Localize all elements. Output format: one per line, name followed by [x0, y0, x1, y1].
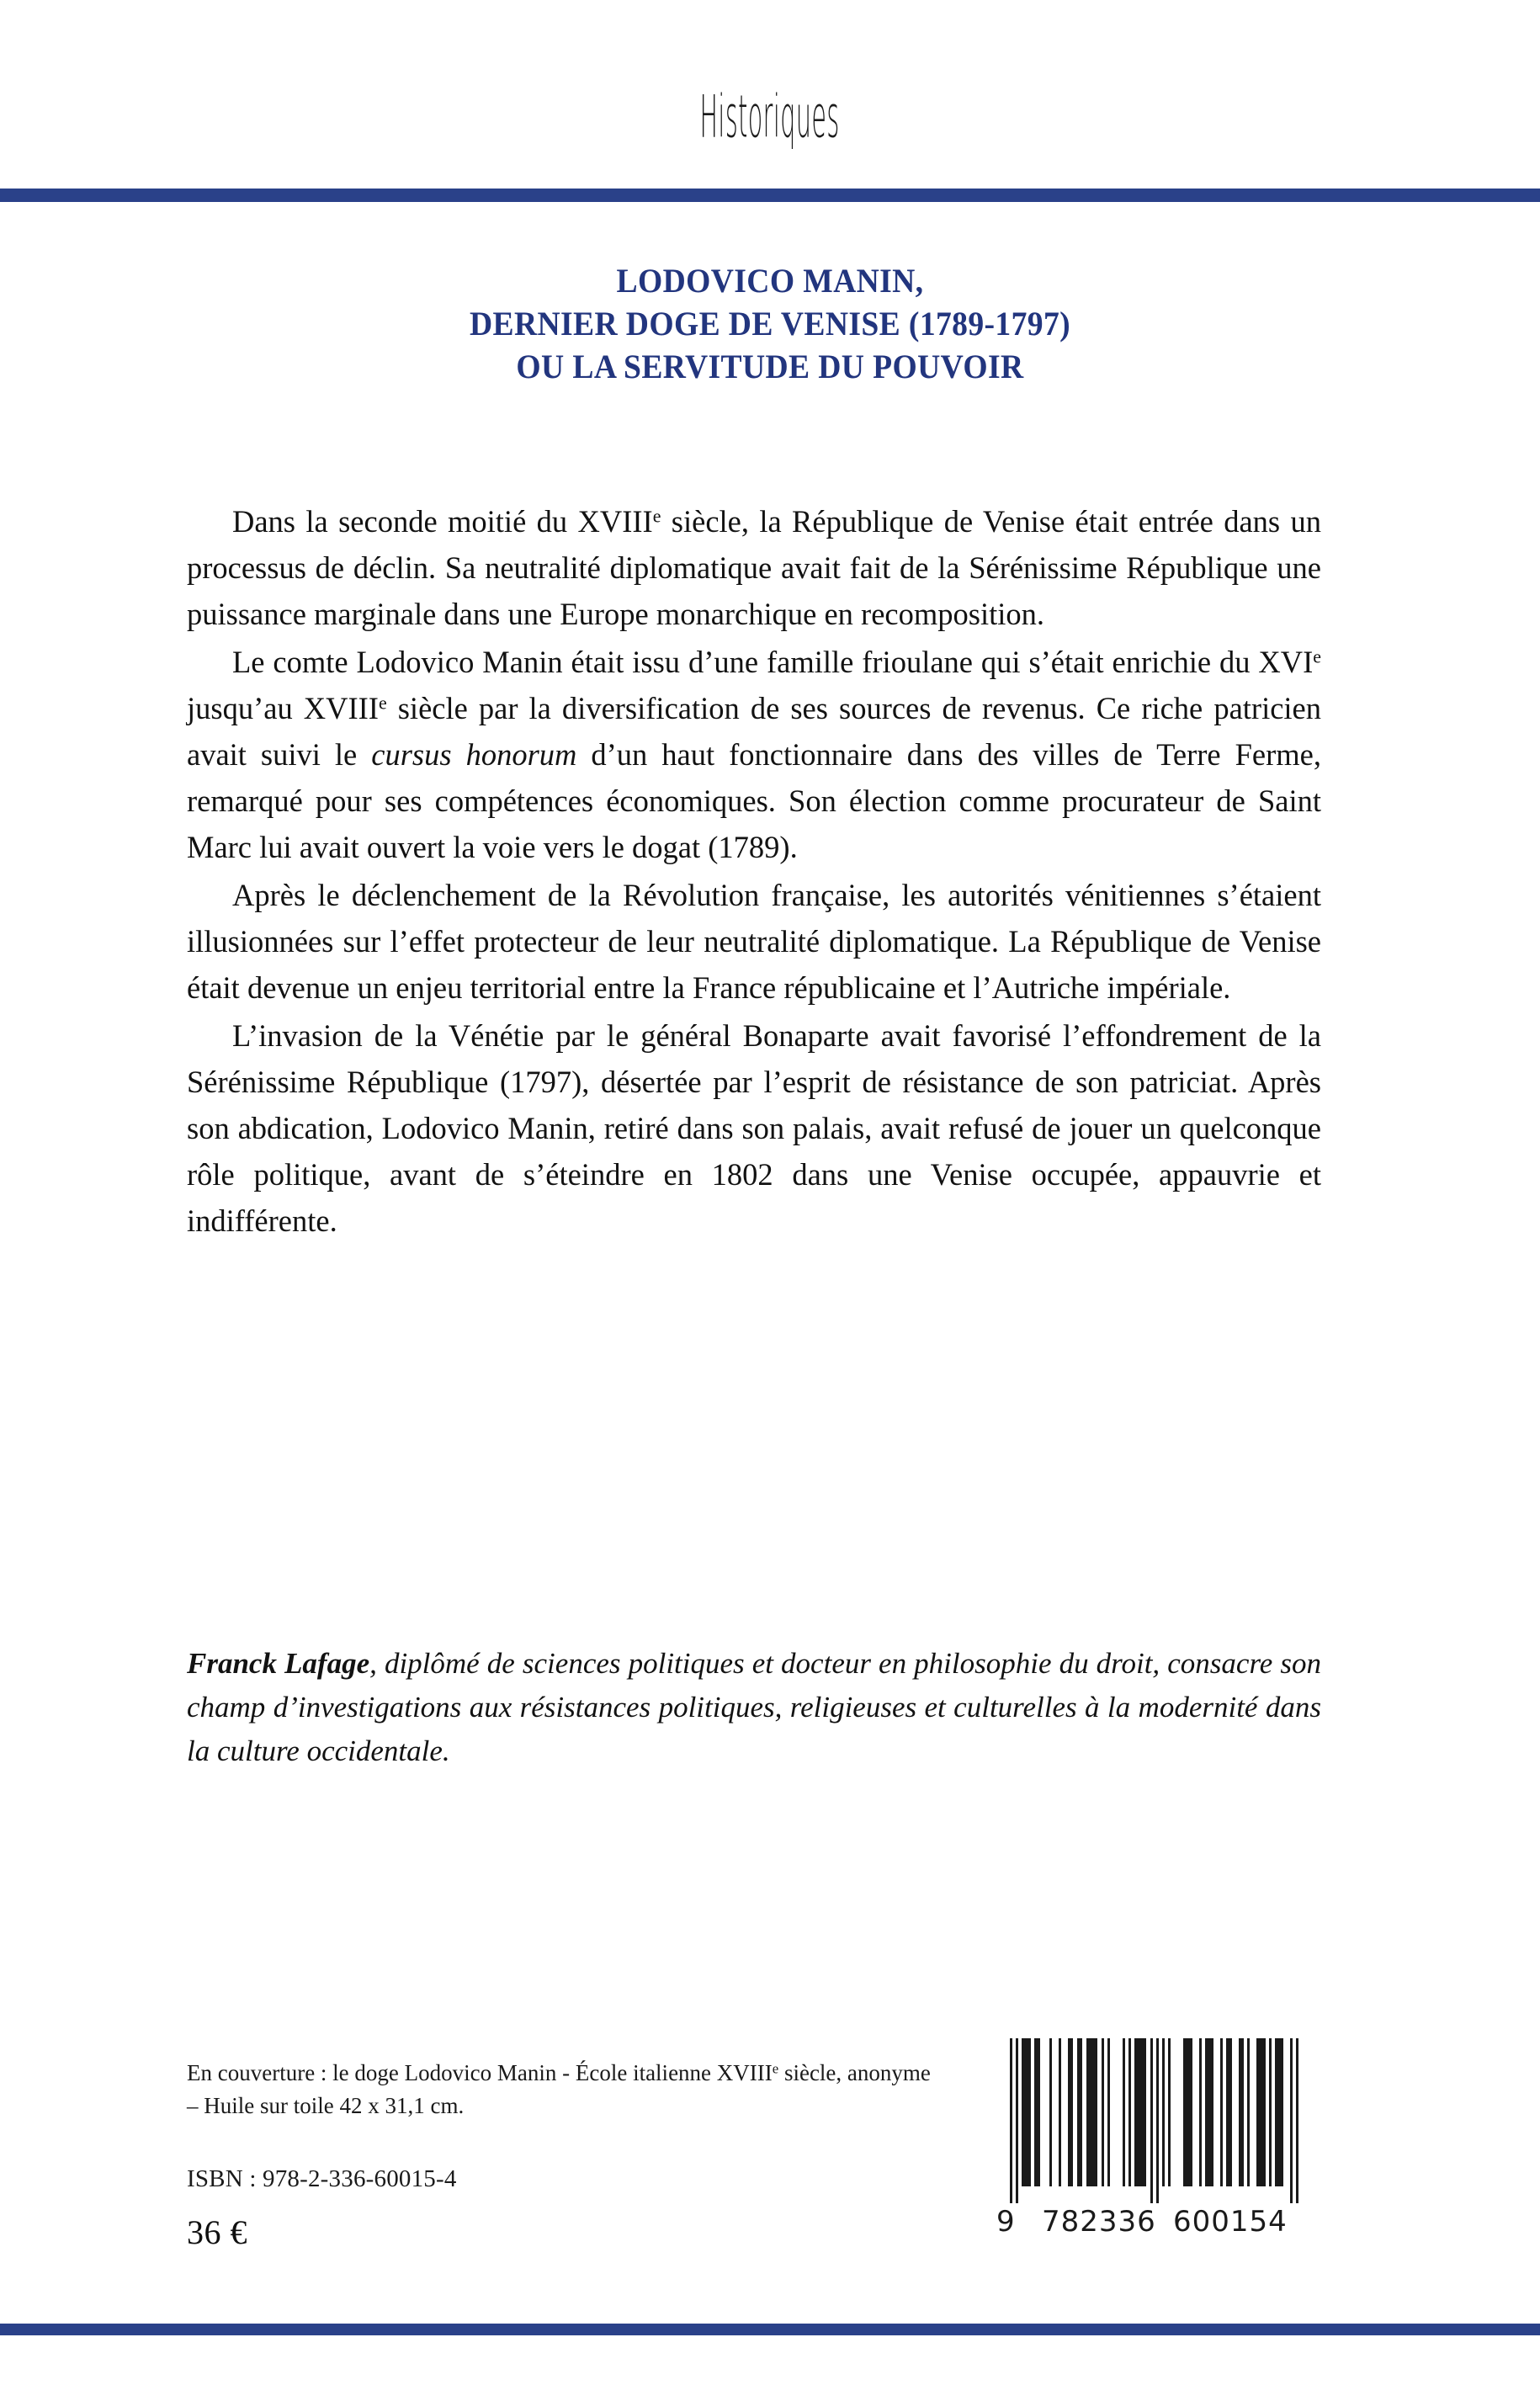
book-title-line-2: DERNIER DOGE DE VENISE (1789-1797): [469, 305, 1071, 343]
barcode-bar: [1162, 2038, 1165, 2186]
barcode-lead-digit: 9: [996, 2205, 1016, 2239]
collection-header: [0, 82, 1540, 151]
barcode-bar: [1034, 2038, 1040, 2186]
barcode-left-group: 782336: [1042, 2205, 1156, 2239]
emphasised-term: cursus honorum: [371, 737, 577, 772]
barcode-bars: [995, 2038, 1314, 2203]
barcode: [995, 2038, 1314, 2249]
barcode-bar: [1247, 2038, 1250, 2186]
barcode-bar: [1068, 2038, 1074, 2186]
blurb-text-run: Le comte Lodovico Manin était issu d’une famille frioulane qui s’était enrichie du XVI: [232, 645, 1314, 679]
blurb-text: [187, 498, 1321, 1246]
barcode-digits: [995, 2203, 1314, 2242]
barcode-bar: [1016, 2038, 1018, 2203]
barcode-bar: [1107, 2038, 1110, 2186]
barcode-bar: [1220, 2038, 1223, 2186]
barcode-right-group: 600154: [1173, 2205, 1288, 2239]
book-title-line-1: LODOVICO MANIN,: [616, 262, 924, 300]
barcode-bar: [1296, 2038, 1298, 2203]
author-bio-text: , diplômé de sciences politiques et docteur en philosophie du droit, consacre son champ d’investigations aux résistances politiques, religieuses et culturelles à la modernité dans la culture occidentale.: [187, 1647, 1321, 1767]
barcode-bar: [1226, 2038, 1232, 2186]
blurb-paragraph: [187, 639, 1321, 870]
barcode-bar: [1256, 2038, 1265, 2186]
blurb-text-run: Après le déclenchement de la Révolution française, les autorités vénitiennes s’étaient illusionnées sur l’effet protecteur de leur neutralité diplomatique. La République de Venise était devenue un enjeu territorial entre la France républicaine et l’Autriche impériale.: [187, 878, 1321, 1005]
book-title: [181, 259, 1359, 388]
ordinal-superscript: e: [1313, 645, 1321, 667]
barcode-bar: [1049, 2038, 1052, 2186]
author-bio: [187, 1642, 1321, 1773]
barcode-bar: [1239, 2038, 1245, 2186]
cover-credit-part-1: En couverture : le doge Lodovico Manin - École italienne XVIII: [187, 2060, 773, 2085]
blurb-text-run: siècle, la République de Venise était entrée dans un processus de déclin. Sa neutralité diplomatique avait fait de la Sérénissime République une puissance marginale dans une Europe monarchique en recomposition.: [187, 504, 1321, 631]
bottom-brand-rule: [0, 2324, 1540, 2335]
barcode-bar: [1010, 2038, 1012, 2203]
blurb-text-run: jusqu’au XVIII: [187, 691, 379, 725]
blurb-paragraph: [187, 1012, 1321, 1244]
barcode-bar: [1134, 2038, 1146, 2186]
ordinal-superscript: e: [652, 505, 661, 527]
top-brand-rule: [0, 189, 1540, 202]
barcode-bar: [1199, 2038, 1202, 2186]
barcode-bar: [1102, 2038, 1104, 2186]
barcode-bar: [1059, 2038, 1061, 2186]
barcode-bar: [1123, 2038, 1125, 2186]
barcode-bar: [1128, 2038, 1131, 2186]
price-line: 36 €: [187, 2213, 247, 2251]
barcode-bar: [1205, 2038, 1213, 2186]
barcode-bar: [1086, 2038, 1098, 2186]
author-name: Franck Lafage: [187, 1647, 370, 1680]
isbn-line: ISBN : 978-2-336-60015-4: [187, 2165, 457, 2192]
barcode-bar: [1168, 2038, 1171, 2186]
blurb-paragraph: [187, 498, 1321, 637]
book-title-line-3: OU LA SERVITUDE DU POUVOIR: [516, 348, 1024, 385]
collection-name: Historiques: [699, 82, 841, 151]
cover-credit: [187, 2057, 944, 2122]
barcode-bar: [1269, 2038, 1272, 2186]
barcode-bar: [1077, 2038, 1083, 2186]
barcode-bar: [1183, 2038, 1192, 2186]
ordinal-superscript: e: [378, 692, 387, 714]
barcode-bar: [1156, 2038, 1159, 2203]
blurb-text-run: Dans la seconde moitié du XVIII: [232, 504, 653, 539]
barcode-bar: [1290, 2038, 1293, 2203]
barcode-bar: [1022, 2038, 1030, 2186]
blurb-paragraph: [187, 872, 1321, 1011]
barcode-bar: [1275, 2038, 1283, 2186]
blurb-text-run: L’invasion de la Vénétie par le général Bonaparte avait favorisé l’effondrement de la Sérénissime République (1797), désertée par l’esprit de résistance de son patriciat. Après son abdication, Lodovico Manin, retiré dans son palais, avait refusé de jouer un quelconque rôle politique, avant de s’éteindre en 1802 dans une Venise occupée, appauvrie et indifférente.: [187, 1018, 1321, 1238]
cover-credit-superscript: e: [772, 2060, 779, 2077]
cover-credit-part-2: siècle, anonyme – Huile sur toile 42 x 31,1 cm.: [187, 2060, 931, 2118]
blurb-text-run: siècle par la diversification de ses sources de revenus. Ce riche patricien avait suivi le: [187, 691, 1321, 772]
barcode-bar: [1150, 2038, 1153, 2203]
blurb-text-run: d’un haut fonctionnaire dans des villes de Terre Ferme, remarqué pour ses compétences économiques. Son élection comme procurateur de Saint Marc lui avait ouvert la voie vers le dogat (1789).: [187, 737, 1321, 864]
